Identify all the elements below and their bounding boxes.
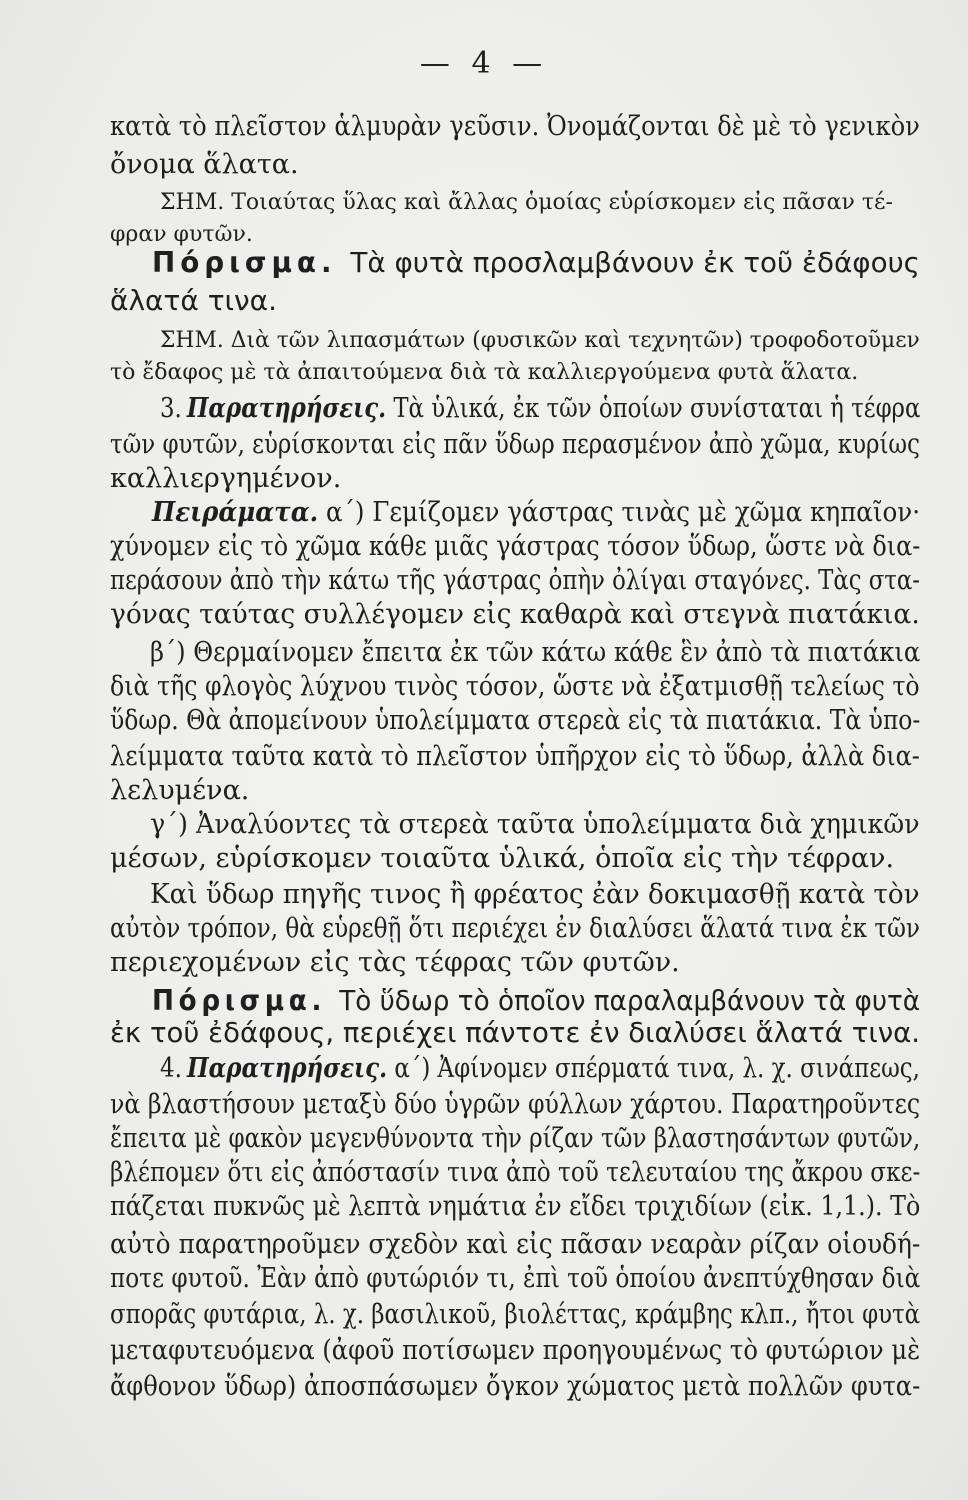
text-line: αὐτὸν τρόπον, θὰ εὑρεθῇ ὅτι περιέχει ἐν διαλύσει ἅλατά τινα ἐκ τῶν <box>110 913 920 944</box>
text-line: ἔπειτα μὲ φακὸν μεγενθύνοντα τὴν ρίζαν τῶν βλαστησάντων φυτῶν, <box>110 1123 921 1154</box>
observations-heading: Παρατηρήσεις. <box>186 393 387 424</box>
text-line: ἐκ τοῦ ἐδάφους, περιέχει πάντοτε ἐν διαλύσει ἅλατά τινα. <box>110 1016 921 1049</box>
porisma-heading: Πόρισμα. <box>152 984 327 1017</box>
text-line: τῶν φυτῶν, εὑρίσκονται εἰς πᾶν ὕδωρ περασμένον ἀπὸ χῶμα, κυρίως <box>110 429 920 460</box>
text-line: διὰ τῆς φλογὸς λύχνου τινὸς τόσον, ὥστε νὰ ἐξατμισθῇ τελείως τὸ <box>110 671 920 702</box>
text-line: ὕδωρ. Θὰ ἀπομείνουν ὑπολείμματα στερεὰ εἰς τὰ πιατάκια. Τὰ ὑπο- <box>110 705 921 736</box>
text-line: ΣΗΜ. Τοιαύτας ὕλας καὶ ἄλλας ὁμοίας εὑρίσκομεν εἰς πᾶσαν τέ- <box>160 190 893 215</box>
text-line: μεταφυτευόμενα (ἀφοῦ ποτίσωμεν προηγουμένως τὸ φυτώριον μὲ <box>110 1335 921 1366</box>
text-line: ποτε φυτοῦ. Ἐὰν ἀπὸ φυτώριόν τι, ἐπὶ τοῦ ὁποίου ἀνεπτύχθησαν διὰ <box>110 1263 921 1294</box>
text-line: 3. Παρατηρήσεις. Τὰ ὑλικά, ἐκ τῶν ὁποίων συνίσταται ἡ τέφρα <box>160 393 921 424</box>
text-line: Πειράματα. α΄) Γεμίζομεν γάστρας τινὰς μὲ χῶμα κηπαῖον· <box>152 497 921 528</box>
text-line: γ΄) Ἀναλύοντες τὰ στερεὰ ταῦτα ὑπολείμματα διὰ χημικῶν <box>150 809 920 840</box>
text-line: βλέπομεν ὅτι εἰς ἀπόστασίν τινα ἀπὸ τοῦ τελευταίου της ἄκρου σκε- <box>110 1157 921 1188</box>
experiments-heading: Πειράματα. <box>152 497 319 528</box>
text-line: κατὰ τὸ πλεῖστον ἁλμυρὰν γεῦσιν. Ὀνομάζονται δὲ μὲ τὸ γενικὸν <box>110 111 920 142</box>
text-line: 4. Παρατηρήσεις. α΄) Ἀφίνομεν σπέρματά τινα, λ. χ. σινάπεως, <box>160 1053 920 1084</box>
text-line: ἄφθονον ὕδωρ) ἀποσπάσωμεν ὄγκον χώματος μετὰ πολλῶν φυτα- <box>110 1371 921 1402</box>
text-line: τὸ ἔδαφος μὲ τὰ ἀπαιτούμενα διὰ τὰ καλλιεργούμενα φυτὰ ἅλατα. <box>110 360 859 385</box>
text-line: αὐτὸ παρατηροῦμεν σχεδὸν καὶ εἰς πᾶσαν νεαρὰν ρίζαν οἱουδή- <box>110 1229 921 1260</box>
text-line: Καὶ ὕδωρ πηγῆς τινος ἢ φρέατος ἐὰν δοκιμασθῇ κατὰ τὸν <box>150 879 920 910</box>
text-line: νὰ βλαστήσουν μεταξὺ δύο ὑγρῶν φύλλων χάρτου. Παρατηροῦντες <box>110 1089 921 1120</box>
text-line: πάζεται πυκνῶς μὲ λεπτὰ νημάτια ἐν εἴδει τριχιδίων (εἰκ. 1,1.). Τὸ <box>110 1191 921 1222</box>
text-line: περιεχομένων εἰς τὰς τέφρας τῶν φυτῶν. <box>110 947 680 978</box>
text-line: χύνομεν εἰς τὸ χῶμα κάθε μιᾶς γάστρας τόσον ὕδωρ, ὥστε νὰ δια- <box>110 531 921 562</box>
text-line: β΄) Θερμαίνομεν ἔπειτα ἐκ τῶν κάτω κάθε ἓν ἀπὸ τὰ πιατάκια <box>150 637 921 668</box>
text-line: μέσων, εὑρίσκομεν τοιαῦτα ὑλικά, ὁποῖα εἰς τὴν τέφραν. <box>110 843 895 874</box>
text-line: Πόρισμα. Τὰ φυτὰ προσλαμβάνουν ἐκ τοῦ ἐδάφους <box>152 246 920 279</box>
text-line: περάσουν ἀπὸ τὴν κάτω τῆς γάστρας ὀπὴν ὀλίγαι σταγόνες. Τὰς στα- <box>110 565 920 596</box>
text-line: σπορᾶς φυτάρια, λ. χ. βασιλικοῦ, βιολέττας, κράμβης κλπ., ἤτοι φυτὰ <box>110 1299 921 1330</box>
text-line: ΣΗΜ. Διὰ τῶν λιπασμάτων (φυσικῶν καὶ τεχνητῶν) τροφοδοτοῦμεν <box>160 328 920 353</box>
text-line: καλλιεργημένον. <box>110 463 342 494</box>
text-line: ὄνομα ἅλατα. <box>110 149 299 180</box>
text-line: γόνας ταύτας συλλέγομεν εἰς καθαρὰ καὶ στεγνὰ πιατάκια. <box>110 599 920 630</box>
porisma-heading: Πόρισμα. <box>152 246 337 279</box>
text-line: ἅλατά τινα. <box>110 284 278 317</box>
text-line: λείμματα ταῦτα κατὰ τὸ πλεῖστον ὑπῆρχον εἰς τὸ ὕδωρ, ἀλλὰ δια- <box>110 741 920 772</box>
page-number: — 4 — <box>419 46 549 81</box>
text-line: λελυμένα. <box>110 775 250 806</box>
text-line: φραν φυτῶν. <box>110 222 253 247</box>
observations-heading: Παρατηρήσεις. <box>186 1053 388 1084</box>
text-line: Πόρισμα. Τὸ ὕδωρ τὸ ὁποῖον παραλαμβάνουν τὰ φυτὰ <box>152 984 921 1017</box>
